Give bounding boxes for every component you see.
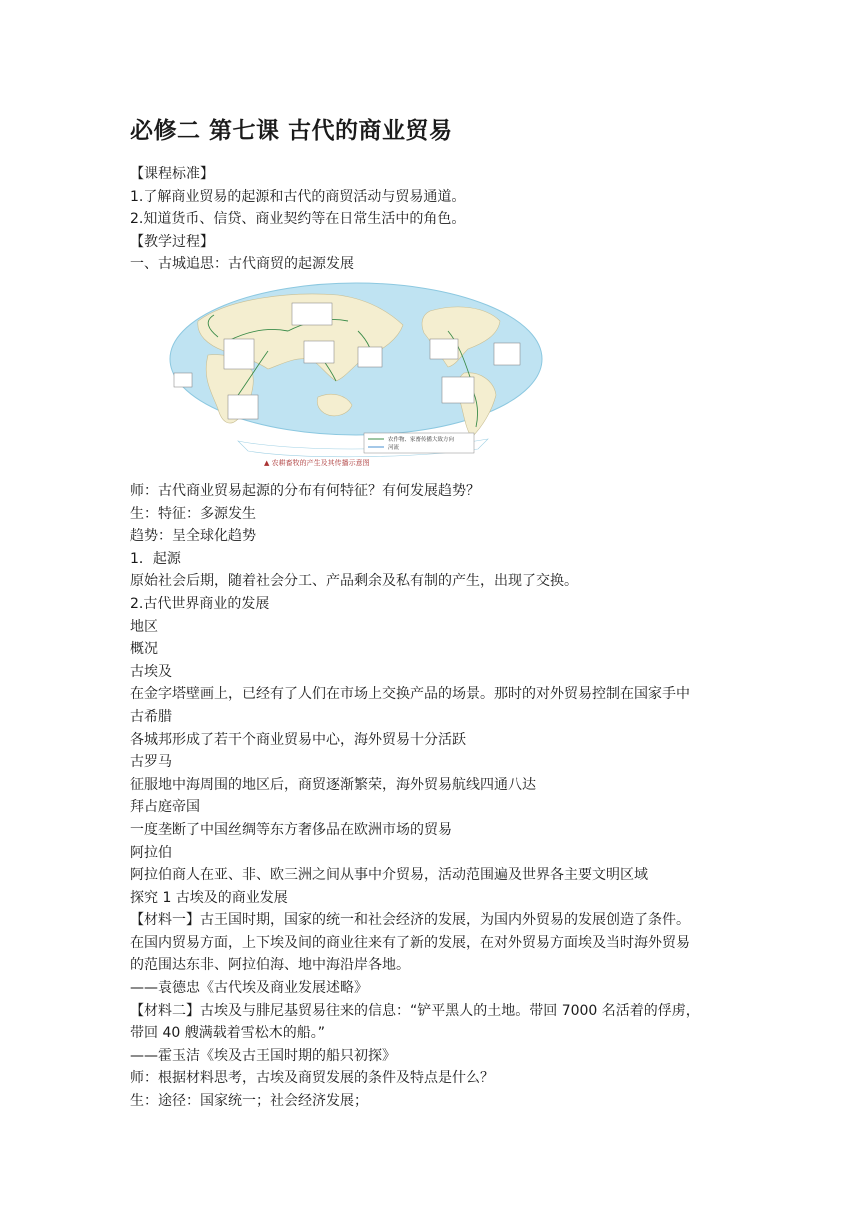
body-line: 师：根据材料思考，古埃及商贸发展的条件及特点是什么？ [130,1070,494,1087]
body-line: 阿拉伯商人在亚、非、欧三洲之间从事中介贸易，活动范围遍及世界各主要文明区域 [130,867,648,884]
world-map-image [168,281,550,471]
body-line: 阿拉伯 [130,844,172,861]
legend-route-label: 农作物、家畜传播大致方向 [388,437,455,443]
body-line: 探究 1 古埃及的商业发展 [130,889,288,906]
body-line: ——霍玉洁《埃及古王国时期的船只初探》 [130,1047,396,1064]
body-line: 概况 [130,641,158,658]
body-line: 一度垄断了中国丝绸等东方奢侈品在欧洲市场的贸易 [130,821,452,838]
legend-river-label: 河流 [388,445,400,451]
world-map-figure [168,281,550,471]
body-line: 古埃及 [130,663,172,680]
body-line: 地区 [130,618,158,635]
body-line: 的范围达东非、阿拉伯海、地中海沿岸各地。 [130,957,410,974]
intro-line: 【教学过程】 [130,233,214,250]
intro-section [130,163,740,276]
intro-line: 【课程标准】 [130,166,214,182]
body-line: 古希腊 [130,708,172,725]
body-line: 带回 40 艘满载着雪松木的船。” [130,1025,325,1042]
body-line: 【材料一】古王国时期，国家的统一和社会经济的发展，为国内外贸易的发展创造了条件。 [130,912,690,929]
body-line: 师：古代商业贸易起源的分布有何特征？有何发展趋势？ [130,483,480,499]
body-line: 【材料二】古埃及与腓尼基贸易往来的信息：“铲平黑人的土地。带回 7000 名活着的俘虏， [130,1002,700,1019]
intro-line: 2.知道货币、信贷、商业契约等在日常生活中的角色。 [130,211,466,228]
map-caption: ▲ 农耕畜牧的产生及其传播示意图 [264,459,370,467]
lesson-body [130,480,740,1113]
body-line: 原始社会后期，随着社会分工、产品剩余及私有制的产生，出现了交换。 [130,573,578,590]
body-line: 各城邦形成了若干个商业贸易中心，海外贸易十分活跃 [130,731,466,748]
body-line: 在金字塔壁画上，已经有了人们在市场上交换产品的场景。那时的对外贸易控制在国家手中 [130,686,690,703]
body-line: 趋势：呈全球化趋势 [130,528,256,545]
page-title: 必修二 第七课 古代的商业贸易 [130,118,453,144]
body-line: 古罗马 [130,754,172,771]
intro-line: 1.了解商业贸易的起源和古代的商贸活动与贸易通道。 [130,188,466,205]
body-line: 生：特征：多源发生 [130,505,256,522]
body-line: 在国内贸易方面，上下埃及间的商业往来有了新的发展，在对外贸易方面埃及当时海外贸易 [130,934,690,951]
body-line: 生：途径：国家统一；社会经济发展； [130,1093,368,1110]
body-line: ——袁德忠《古代埃及商业发展述略》 [130,980,368,997]
intro-line: 一、古城追思：古代商贸的起源发展 [130,256,354,273]
map-legend [364,433,474,453]
body-line: 1．起源 [130,550,181,567]
body-line: 征服地中海周围的地区后，商贸逐渐繁荣，海外贸易航线四通八达 [130,776,536,793]
body-line: 拜占庭帝国 [130,799,200,816]
body-line: 2.古代世界商业的发展 [130,595,270,612]
